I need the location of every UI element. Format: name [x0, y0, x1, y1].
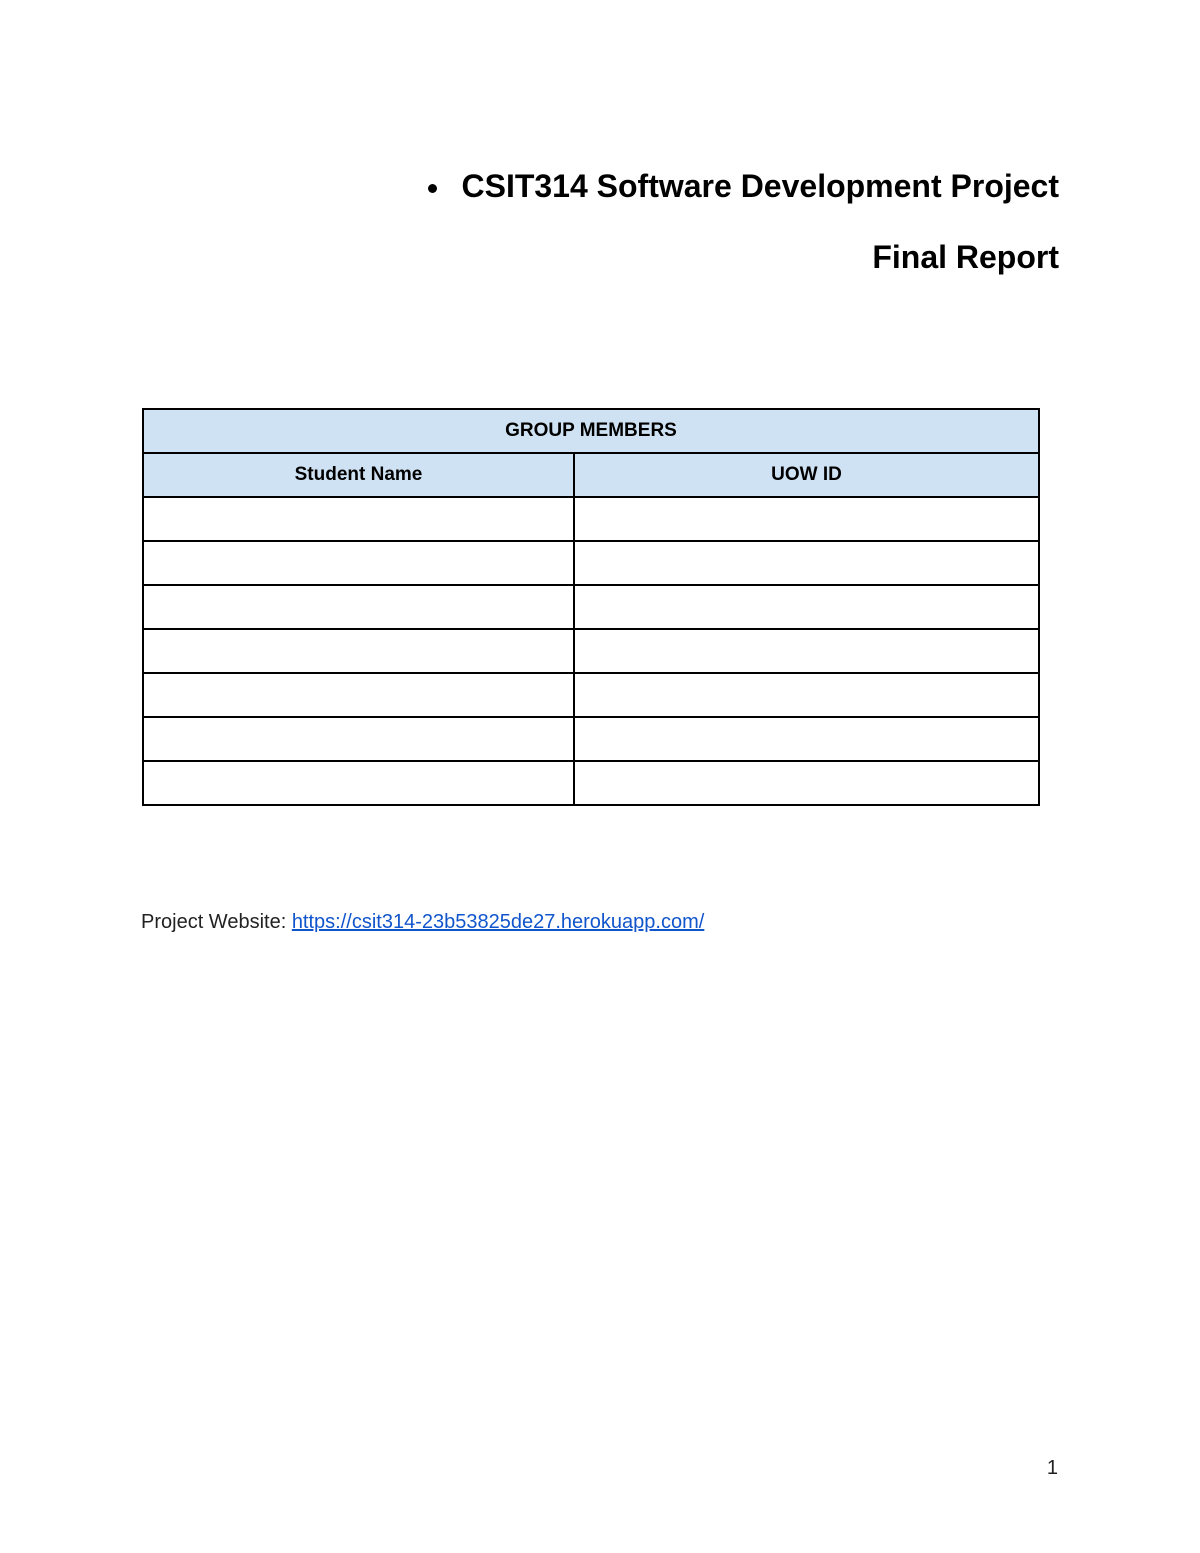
student-name-cell: [143, 673, 574, 717]
uow-id-cell: [574, 673, 1039, 717]
student-name-cell: [143, 717, 574, 761]
document-subtitle: Final Report: [872, 239, 1059, 275]
table-row: [143, 673, 1039, 717]
table-row: [143, 717, 1039, 761]
student-name-cell: [143, 761, 574, 805]
table-header-row: [143, 453, 1039, 497]
uow-id-cell: [574, 629, 1039, 673]
bullet-icon: [428, 184, 437, 193]
student-name-cell: [143, 541, 574, 585]
student-name-header: Student Name: [143, 453, 574, 497]
table-row: [143, 541, 1039, 585]
student-name-cell: [143, 585, 574, 629]
uow-id-cell: [574, 761, 1039, 805]
uow-id-cell: [574, 585, 1039, 629]
document-title: CSIT314 Software Development Project: [461, 168, 1059, 204]
project-website-line: [141, 908, 704, 936]
uow-id-header: UOW ID: [574, 453, 1039, 497]
project-website-link[interactable]: https://csit314-23b53825de27.herokuapp.com/: [291, 911, 705, 933]
group-members-caption: GROUP MEMBERS: [143, 409, 1039, 453]
table-row: [143, 585, 1039, 629]
page-number: 1: [1046, 1457, 1058, 1479]
document-title-line: [428, 164, 1059, 208]
uow-id-cell: [574, 497, 1039, 541]
table-row: [143, 497, 1039, 541]
uow-id-cell: [574, 541, 1039, 585]
project-website-label: Project Website:: [141, 911, 287, 933]
student-name-cell: [143, 629, 574, 673]
table-row: [143, 761, 1039, 805]
student-name-cell: [143, 497, 574, 541]
group-members-table: [142, 408, 1040, 806]
table-caption-row: [143, 409, 1039, 453]
table-row: [143, 629, 1039, 673]
uow-id-cell: [574, 717, 1039, 761]
